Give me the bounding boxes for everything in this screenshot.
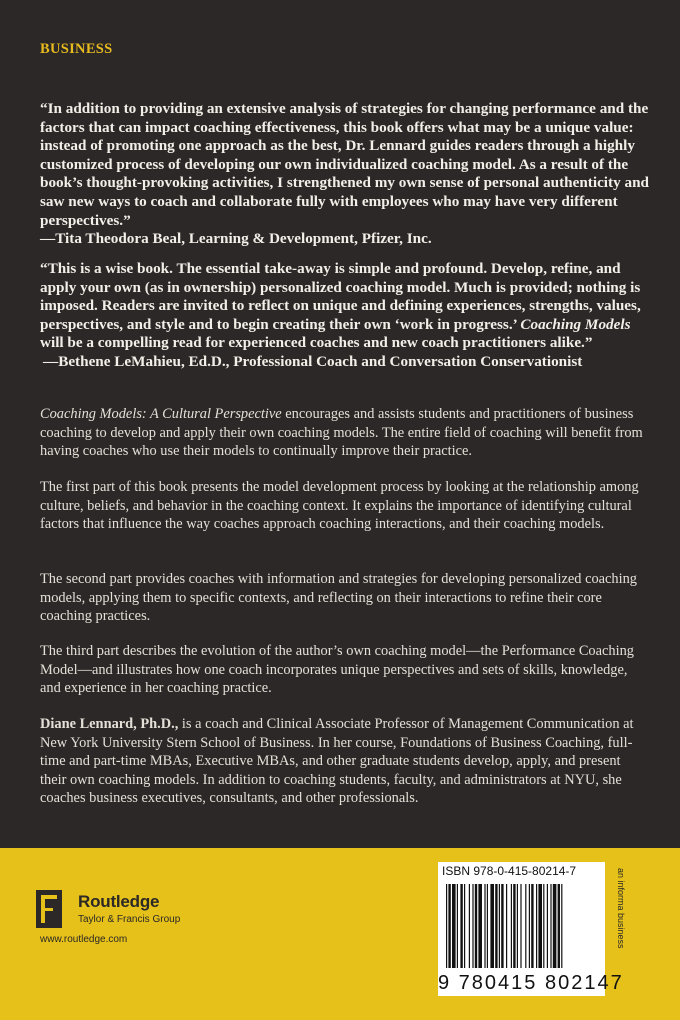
barcode-bar bbox=[448, 884, 450, 968]
barcode-icon bbox=[442, 884, 601, 970]
barcode-bar bbox=[446, 884, 447, 968]
barcode-bar bbox=[460, 884, 462, 968]
quote-2-text-after: will be a compelling read for experienced coaches and new coach practitioners alike.” bbox=[40, 334, 593, 352]
barcode-bar bbox=[464, 884, 465, 968]
description-paragraph-1 bbox=[40, 405, 650, 461]
barcode-bar bbox=[478, 884, 482, 968]
barcode-bar bbox=[543, 884, 544, 968]
barcode-bar bbox=[553, 884, 557, 968]
barcode-bar bbox=[558, 884, 560, 968]
description-paragraph-4 bbox=[40, 642, 650, 698]
barcode-bar bbox=[499, 884, 500, 968]
book-title: Coaching Models: A Cultural Perspective bbox=[40, 406, 282, 422]
author-name: Diane Lennard, Ph.D., bbox=[40, 716, 179, 732]
informa-tagline: an informa business bbox=[616, 868, 626, 949]
quote-1-text: “In addition to providing an extensive analysis of strategies for changing performance and the factors that can impact coaching effectiveness, this book offers what may be a unique value: instead of promoting one approach as the best, Dr. Lennard guides readers through a highly customized process of developing our own individualized coaching model. As a result of the book’s thought-provoking activities, I strengthened my own sense of personal authenticity and saw new ways to coach and collaborate fully with employees who may have very different perspectives.” bbox=[40, 100, 649, 229]
endorsement-quote-2 bbox=[40, 260, 650, 372]
isbn-text: ISBN 978-0-415-80214-7 bbox=[442, 864, 577, 878]
barcode-bar bbox=[531, 884, 533, 968]
barcode-bar bbox=[469, 884, 470, 968]
quote-2-attribution: —Bethene LeMahieu, Ed.D., Professional Coach and Conversation Conservationist bbox=[43, 352, 583, 370]
barcode-bar bbox=[484, 884, 485, 968]
barcode-bar bbox=[525, 884, 526, 968]
barcode-bar bbox=[472, 884, 473, 968]
author-bio-text: is a coach and Clinical Associate Professor of Management Communication at New York University Stern School of Business. In her course, Foundations of Business Coaching, full-time and part-time MBAs, Executive MBAs, and other graduate students develop, apply, and present their own coaching models. In addition to coaching students, faculty, and administrators at NYU, she coaches business executives, consultants, and other professionals. bbox=[40, 716, 634, 807]
barcode-bar bbox=[511, 884, 512, 968]
description-p3: The second part provides coaches with information and strategies for developing personalized coaching models, applying them to specific contexts, and reflecting on their interactions to refine their core coaching practices. bbox=[40, 571, 638, 625]
description-paragraph-3 bbox=[40, 570, 650, 626]
quote-2-book-title: Coaching Models bbox=[520, 315, 631, 333]
routledge-logo-icon bbox=[36, 890, 62, 928]
description-p4: The third part describes the evolution of the author’s own coaching model—the Performance Coaching Model—and illustrates how one coach incorporates unique perspectives and sets of skills, knowledge, and experience in her coaching practice. bbox=[40, 643, 634, 697]
barcode-bar bbox=[475, 884, 477, 968]
barcode-bar bbox=[490, 884, 494, 968]
barcode-bar bbox=[506, 884, 507, 968]
category-label: BUSINESS bbox=[40, 41, 113, 57]
barcode-bar bbox=[517, 884, 518, 968]
publisher-name: Routledge bbox=[78, 892, 160, 911]
barcode-bar bbox=[550, 884, 551, 968]
barcode-bar bbox=[452, 884, 456, 968]
barcode-bar bbox=[561, 884, 562, 968]
quote-2-text bbox=[40, 260, 650, 353]
barcode-bar bbox=[547, 884, 548, 968]
barcode-bar bbox=[487, 884, 488, 968]
quote-2-text-before: “This is a wise book. The essential take-away is simple and profound. Develop, refine, and apply your own (as in ownership) personalized coaching model. Much is provided; nothing is imposed. Readers are invited to reflect on unique and defining experiences, strengths, values, perspectives, and style and to begin creating their own ‘work in progress.’ bbox=[40, 260, 641, 333]
barcode-bar bbox=[536, 884, 537, 968]
barcode-bar bbox=[501, 884, 503, 968]
barcode-bar bbox=[538, 884, 542, 968]
barcode-bar bbox=[457, 884, 458, 968]
description-paragraph-2 bbox=[40, 478, 650, 534]
barcode-bar bbox=[529, 884, 530, 968]
description-p2: The first part of this book presents the model development process by looking at the relationship among culture, beliefs, and behavior in the coaching context. It explains the importance of identifying cultural factors that influence the way coaches approach coaching interactions, and their coaching models. bbox=[40, 479, 639, 533]
endorsement-quote-1 bbox=[40, 100, 650, 249]
barcode-digits: 9 780415 802147 bbox=[438, 972, 624, 994]
author-bio bbox=[40, 715, 650, 808]
barcode-bar bbox=[495, 884, 497, 968]
description-p1-rest: encourages and assists students and practitioners of business coaching to develop and apply their own coaching models. The entire field of coaching will benefit from having coaches who use their models to continually improve their practice. bbox=[40, 406, 643, 460]
quote-1-attribution: —Tita Theodora Beal, Learning & Development, Pfizer, Inc. bbox=[40, 230, 432, 248]
barcode-bar bbox=[520, 884, 521, 968]
barcode-bar bbox=[513, 884, 515, 968]
publisher-group: Taylor & Francis Group bbox=[78, 914, 181, 925]
publisher-website[interactable]: www.routledge.com bbox=[40, 934, 128, 945]
